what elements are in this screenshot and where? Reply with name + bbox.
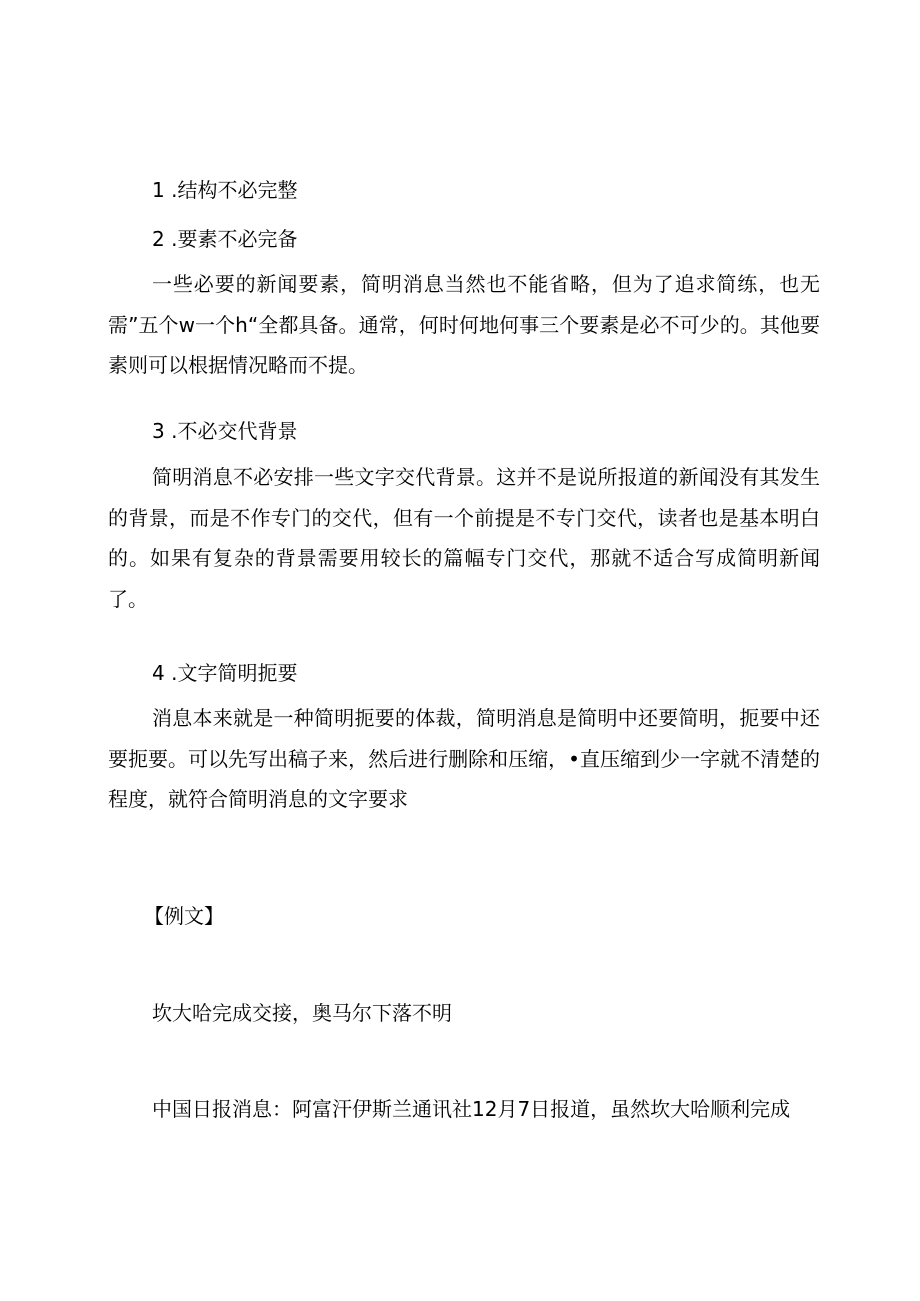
example-headline: 坎大哈完成交接，奥马尔下落不明 [152,1001,452,1025]
section-heading-2: 2 .要素不必完备 [152,227,298,251]
example-lead-line: 中国日报消息：阿富汗伊斯兰通讯社12月7日报道，虽然坎大哈顺利完成 [152,1097,791,1121]
paragraph-concise-wording: 消息本来就是一种简明扼要的体裁，简明消息是简明中还要简明，扼要中还要扼要。可以先写出稿子来，然后进行删除和压缩，•直压缩到少一字就不清楚的程度，就符合简明消息的文字要求 [108,706,820,811]
example-label: 【例文】 [144,904,224,928]
section-heading-4: 4 .文字简明扼要 [152,661,298,685]
paragraph-essential-elements: 一些必要的新闻要素，简明消息当然也不能省略，但为了追求简练，也无需”五个w一个h“全都具备。通常，何时何地何事三个要素是必不可少的。其他要素则可以根据情况略而不提。 [108,272,820,377]
section-heading-1: 1 .结构不必完整 [152,178,298,202]
paragraph-background: 简明消息不必安排一些文字交代背景。这并不是说所报道的新闻没有其发生的背景，而是不作专门的交代，但有一个前提是不专门交代，读者也是基本明白的。如果有复杂的背景需要用较长的篇幅专门交代，那就不适合写成简明新闻了。 [108,465,820,611]
section-heading-3: 3 .不必交代背景 [152,419,298,443]
